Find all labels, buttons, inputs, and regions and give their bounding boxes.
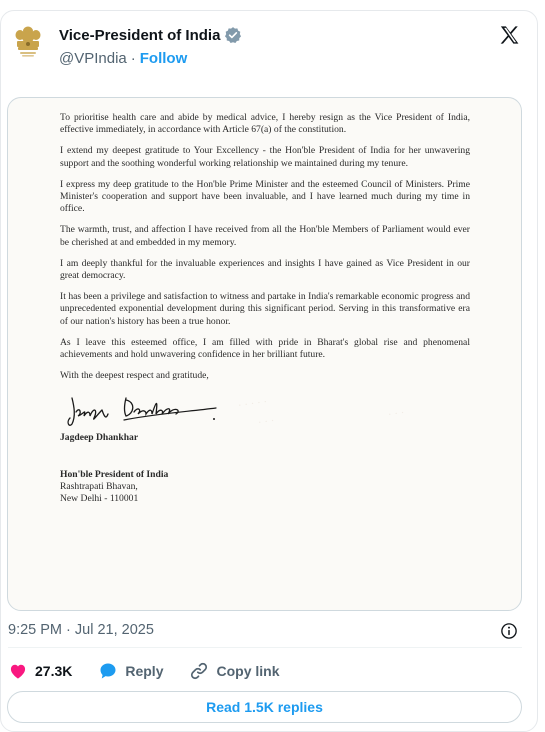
- separator-dot: ·: [130, 50, 136, 67]
- account-name-row: [59, 26, 242, 44]
- account-handle[interactable]: @VPIndia: [59, 50, 127, 67]
- handwritten-signature: [64, 392, 224, 430]
- letter-paragraph: As I leave this esteemed office, I am filled with pride in Bharat's global rise and phenomenal achievements and hold unwavering confidence in her brilliant future.: [60, 336, 470, 361]
- letter-paragraph: The warmth, trust, and affection I have received from all the Hon'ble Members of Parliament would ever be cherished at and embedded in my memory.: [60, 224, 470, 248]
- copy-link-button[interactable]: [189, 661, 279, 681]
- like-button[interactable]: [8, 661, 72, 681]
- recipient-line-3: New Delhi - 110001: [60, 493, 139, 505]
- reply-label: Reply: [125, 663, 164, 679]
- heart-icon: [8, 661, 28, 681]
- read-replies-button[interactable]: Read 1.5K replies: [7, 691, 522, 723]
- recipient-address: [60, 469, 470, 506]
- action-bar: [8, 661, 306, 681]
- letter-paragraph: I am deeply thankful for the invaluable experiences and insights I have gained as Vice President in our great democracy.: [60, 257, 470, 282]
- letter-paragraph: I express my deep gratitude to the Hon'ble Prime Minister and the esteemed Council of Ministers. Prime Minister's cooperation and support have been invaluable, and I have learned much during my time in office.: [60, 178, 470, 215]
- divider: [8, 647, 522, 648]
- letter-paragraph: To prioritise health care and abide by medical advice, I hereby resign as the Vice President of India, effective immediately, in accordance with Article 67(a) of the constitution.: [60, 112, 470, 136]
- letter-body: [60, 112, 470, 505]
- resignation-letter-image[interactable]: · · · · · · · · · · · To prioritise health care and abide by medical advice, I hereby resign as the Vice President of India, effective immediately, in accordance with Article 67(a) of the constitution. I extend my deepest gratitude to Your Excellency - the Hon'ble President of India for her unwavering support and the soothing wonderful working relationship we maintained during my tenure. I express my deep gratitude to the Hon'ble Prime Minister and the esteemed Council of Ministers. Prime Minister's cooperation and support have been invaluable, and I have learned much during my time in office. The warmth, trust, and affection I have received from all the Hon'ble Members of Parliament would ever be cherished at and embedded in my memory. I am deeply thankful for the invaluable experiences and insights I have gained as Vice President in our great democracy. It has been a privilege and satisfaction to witness and partake in India's remarkable economic progress and unprecedented exponential development during this significant period. Serving in this transformative era of our nation's history has been a true honor. As I leave this esteemed office, I am filled with pride in Bharat's global rise and phenomenal achievements and hold unwavering confidence in her brilliant future. With the deepest respect and gratitude, Jagdeep Dhankhar Hon'ble President of India Rashtrapati Bhavan, New Delhi - 110001: [7, 97, 522, 611]
- post-timestamp[interactable]: 9:25 PM · Jul 21, 2025: [8, 622, 154, 638]
- national-emblem-icon[interactable]: [8, 22, 48, 62]
- verified-badge-icon: [224, 26, 242, 44]
- handle-row: [59, 50, 187, 67]
- recipient-line-1: Hon'ble President of India: [60, 468, 169, 480]
- x-logo-icon[interactable]: [498, 24, 521, 47]
- like-count: 27.3K: [35, 663, 73, 679]
- signatory-name: Jagdeep Dhankhar: [60, 432, 139, 444]
- info-icon[interactable]: [500, 622, 518, 640]
- follow-button[interactable]: Follow: [139, 50, 188, 67]
- speech-bubble-icon: [98, 661, 118, 681]
- letter-paragraph: It has been a privilege and satisfaction to witness and partake in India's remarkable economic progress and unprecedented exponential development during this significant period. Serving in this transformative era of our nation's history has been a true honor.: [60, 291, 470, 327]
- account-name[interactable]: Vice-President of India: [59, 26, 221, 44]
- letter-closing: With the deepest respect and gratitude,: [60, 370, 209, 382]
- recipient-line-2: Rashtrapati Bhavan,: [60, 480, 138, 492]
- copy-link-label: Copy link: [216, 663, 280, 679]
- reply-button[interactable]: [98, 661, 163, 681]
- link-icon: [189, 661, 209, 681]
- letter-paragraph: I extend my deepest gratitude to Your Excellency - the Hon'ble President of India for her unwavering support and the soothing wonderful working relationship we maintained during my tenure.: [60, 145, 470, 169]
